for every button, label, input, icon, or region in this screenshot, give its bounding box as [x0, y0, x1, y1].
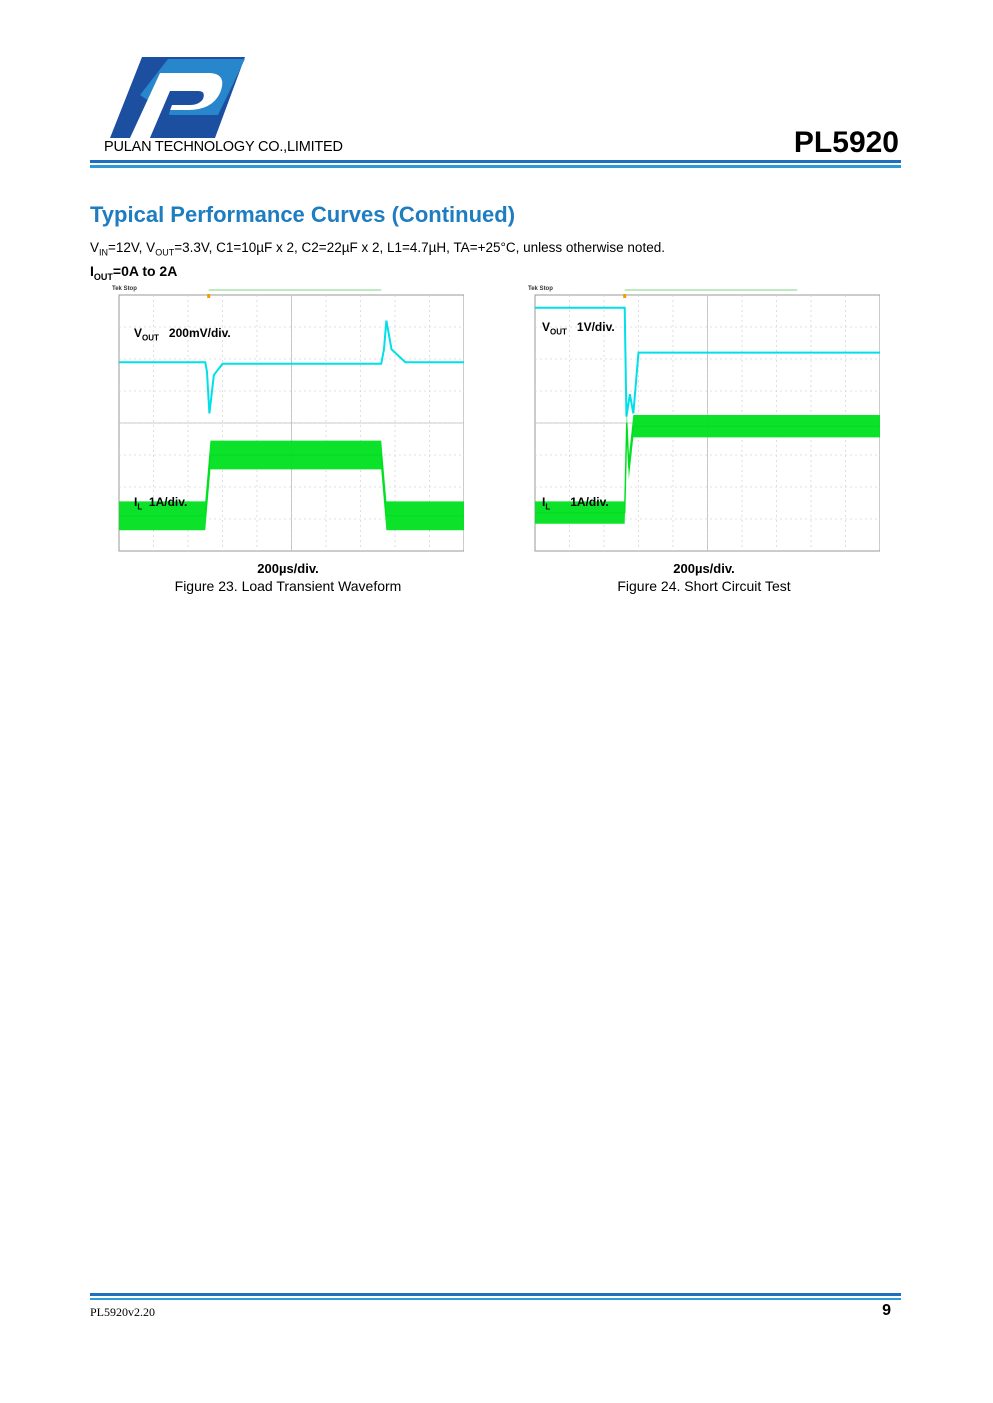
- section-title: Typical Performance Curves (Continued): [90, 202, 516, 227]
- figure-24-timebase: 200µs/div.: [673, 561, 735, 576]
- vout-label: $V_{OUT}$ 1V/div.: [542, 320, 615, 337]
- footer-rule: [90, 1293, 901, 1296]
- part-number: PL5920: [793, 126, 899, 159]
- company-name: PULAN TECHNOLOGY CO.,LIMITED: [104, 139, 343, 155]
- figure-23-timebase: 200µs/div.: [257, 561, 319, 576]
- il-label: $I_L$ 1A/div.: [134, 495, 188, 512]
- test-conditions: $V_{IN}=12V$, $V_{OUT}=3.3V$, C1=10µF x 2, C2=22µF x 2, L1=4.7µH, TA=+25°C, unless otherwise noted.: [90, 240, 665, 258]
- trigger-marker: [623, 294, 626, 298]
- vout-label: $V_{OUT}$ 200mV/div.: [134, 326, 231, 343]
- tek-stop-label: Tek Stop: [528, 286, 553, 292]
- il-label: $I_L$ 1A/div.: [542, 495, 609, 512]
- iout-condition: $I_{OUT}=0A$ to 2A: [90, 263, 178, 282]
- figure-23-caption: Figure 23. Load Transient Waveform: [174, 578, 402, 594]
- header-rule-light: [90, 165, 901, 168]
- trigger-marker: [207, 294, 210, 298]
- page-number: 9: [882, 1302, 891, 1319]
- figure-24-caption: Figure 24. Short Circuit Test: [617, 578, 791, 594]
- tek-stop-label: Tek Stop: [112, 286, 137, 292]
- header-rule: [90, 160, 901, 163]
- company-logo: [100, 55, 250, 140]
- document-version: PL5920v2.20: [90, 1305, 156, 1319]
- footer-rule-light: [90, 1298, 901, 1300]
- figure-24-scope: [528, 286, 880, 556]
- figure-23-scope: [112, 286, 464, 556]
